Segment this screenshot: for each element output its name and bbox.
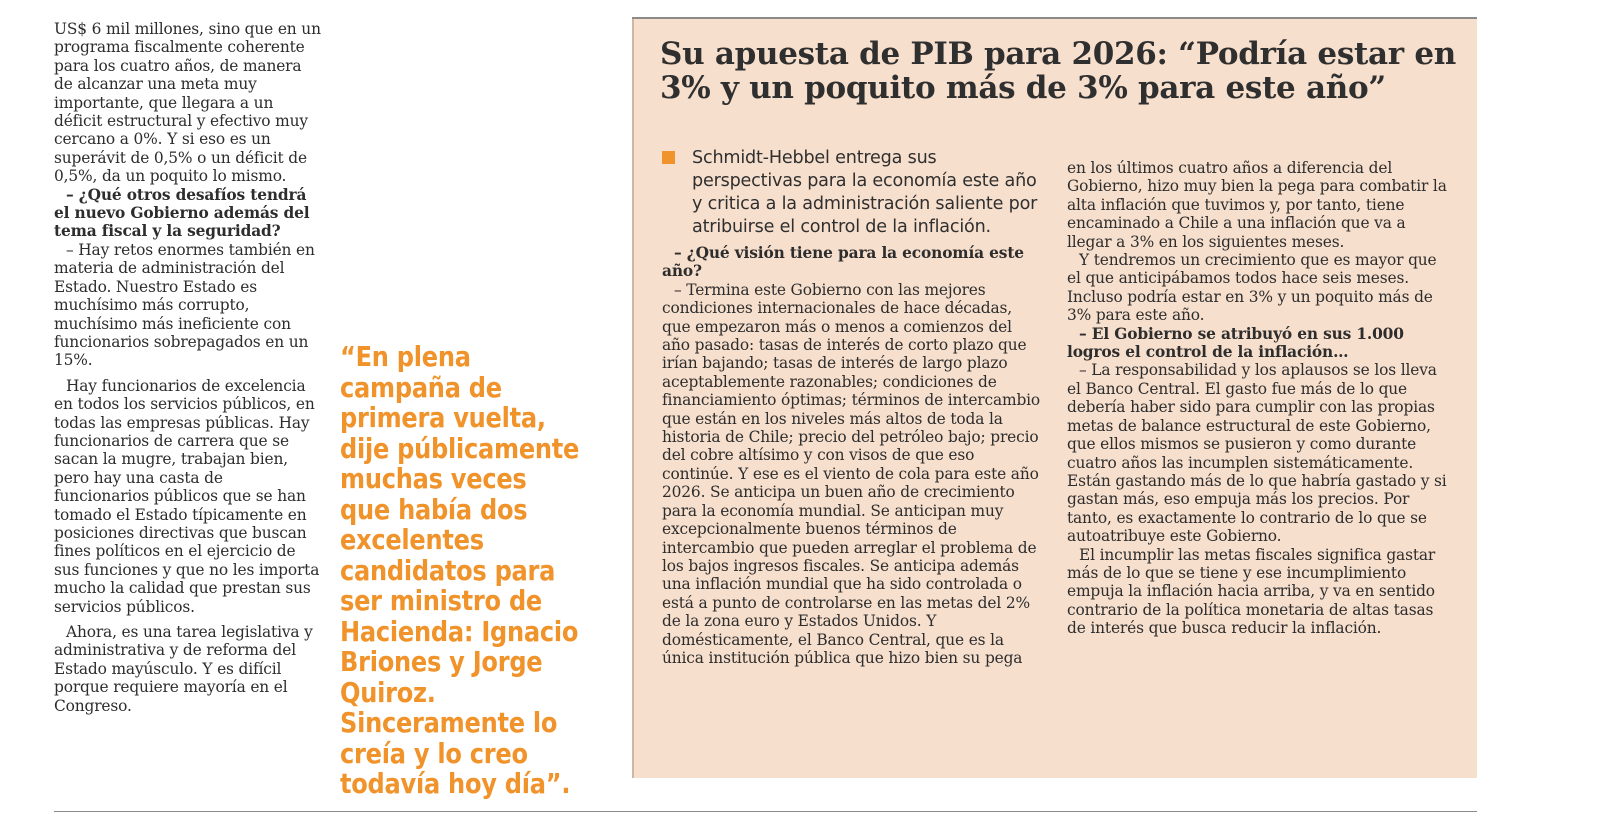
sidebar-column-1	[662, 244, 1044, 667]
paragraph: Hay funcionarios de excelencia en todos los servicios públicos, en todas las empresas públicas. Hay funcionarios de carrera que se sacan la mugre, trabajan bien, pero hay una casta de funcionarios públicos que se han tomado el Estado típicamente en posiciones directivas que buscan fines políticos en el ejercicio de sus funciones y que no les importa mucho la calidad que prestan sus servicios públicos.	[54, 376, 320, 616]
question: – ¿Qué otros desafíos tendrá el nuevo Gobierno además del tema fiscal y la seguridad?	[54, 185, 310, 241]
answer: – La responsabilidad y los aplausos se los lleva el Banco Central. El gasto fue más de lo que debería haber sido para cumplir con las propias metas de balance estructural de este Gobierno, que ellos mismos se pusieron y como durante cuatro años las incumplen sistemáticamente. Están gastando más de lo que habría gastado y si gastan más, eso empuja más los precios. Por tanto, es exactamente lo contrario de lo que se autoatribuye este Gobierno.	[1067, 361, 1447, 546]
sidebar-column-2	[1067, 159, 1447, 638]
paragraph: US$ 6 mil millones, sino que en un programa fiscalmente coherente para los cuatro años, de manera de alcanzar una meta muy importante, que llegara a un déficit estructural y efectivo muy cercano a 0%. Y si eso es un superávit de 0,5% o un déficit de 0,5%, da un poquito lo mismo.	[54, 20, 321, 186]
sidebar-title: Su apuesta de PIB para 2026: “Podría estar en 3% y un poquito más de 3% para este año”	[660, 36, 1456, 106]
question: – El Gobierno se atribuyó en sus 1.000 logros el control de la inflación…	[1067, 324, 1404, 362]
paragraph: Y tendremos un crecimiento que es mayor que el que anticipábamos todos hace seis meses. Incluso podría estar en 3% y un poquito más de 3% para este año.	[1067, 251, 1437, 325]
sidebar-left-rule	[632, 19, 634, 778]
paragraph: en los últimos cuatro años a diferencia del Gobierno, hizo muy bien la pega para combatir la alta inflación que tuvimos y, por tanto, tiene encaminado a Chile a una inflación que va a llegar a 3% en los siguientes meses.	[1067, 159, 1447, 251]
answer: – Termina este Gobierno con las mejores condiciones internacionales de hace décadas, que empezaron más o menos a comienzos del año pasado: tasas de interés de corto plazo que irían bajando; tasas de interés de largo plazo aceptablemente razonables; condiciones de financiamiento óptimas; términos de intercambio que están en los niveles más altos de toda la historia de Chile; precio del petróleo bajo; precio del cobre altísimo y con visos de que eso continúe. Y ese es el viento de cola para este año 2026. Se anticipa un buen año de crecimiento para la economía mundial. Se anticipan muy excepcionalmente buenos términos de intercambio que pueden arreglar el problema de los bajos ingresos fiscales. Se anticipa además una inflación mundial que ha sido controlada o está a punto de controlarse en las metas del 2% de la zona euro y Estados Unidos. Y domésticamente, el Banco Central, que es la única institución pública que hizo bien su pega	[662, 280, 1041, 667]
paragraph: El incumplir las metas fiscales significa gastar más de lo que se tiene y ese incumplimiento empuja la inflación hacia arriba, y va en sentido contrario de la política monetaria de altas tasas de interés que busca reducir la inflación.	[1067, 545, 1436, 638]
bottom-divider	[54, 811, 1477, 812]
sidebar-lead	[662, 147, 1042, 239]
paragraph: Ahora, es una tarea legislativa y administrativa y de reforma del Estado mayúsculo. Y es difícil porque requiere mayoría en el Congreso.	[54, 623, 313, 715]
lead-text: Schmidt-Hebbel entrega sus perspectivas para la economía este año y critica a la administración saliente por atribuirse el control de la inflación.	[692, 148, 1038, 237]
question: – ¿Qué visión tiene para la economía este año?	[662, 244, 1024, 281]
orange-square-bullet-icon	[662, 151, 675, 164]
sidebar-box	[632, 17, 1477, 778]
left-text-column	[54, 20, 321, 715]
answer: – Hay retos enormes también en materia de administración del Estado. Nuestro Estado es muchísimo más corrupto, muchísimo más ineficiente con funcionarios sobrepagados en un 15%.	[54, 240, 315, 370]
pull-quote: “En plena campaña de primera vuelta, dije públicamente muchas veces que había dos excelentes candidatos para ser ministro de Hacienda: Ignacio Briones y Jorge Quiroz. Sinceramente lo creía y lo creo todavía hoy día”.	[340, 340, 580, 800]
